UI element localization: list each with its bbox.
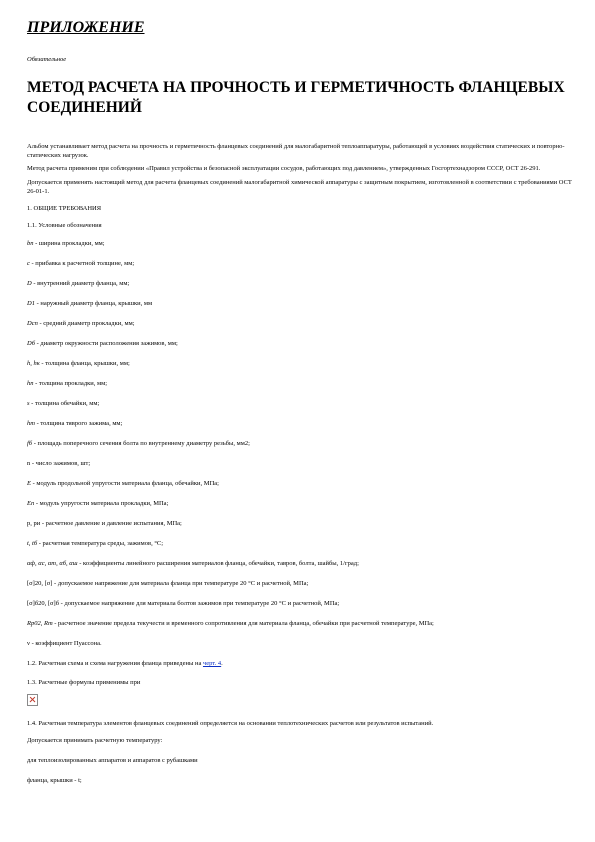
- symbol-description: [σ]б20, [σ]б - допускаемое напряжение для материала болтов зажимов при температуре 20 °С и расчетной, МПа;: [27, 600, 340, 607]
- intro-paragraph-3: Допускается применять настоящий метод для расчета фланцевых соединений малогабаритной химической аппаратуры с защитным покрытием, изготовленной в соответствии с требованиями ОСТ 26-01-1.: [27, 179, 572, 195]
- symbol-name: s: [27, 400, 30, 407]
- symbol-name: D1: [27, 300, 35, 307]
- symbol-name: t, tб: [27, 540, 38, 547]
- symbol-item: [27, 239, 572, 248]
- paragraph-1-4: 1.4. Расчетная температура элементов фланцевых соединений определяется на основании теплотехнических расчетов или результатов испытаний.: [27, 720, 434, 727]
- symbol-description: - модуль упругости материала прокладки, МПа;: [34, 500, 169, 507]
- symbol-name: bп: [27, 240, 34, 247]
- symbol-name: Rр02, Rт: [27, 620, 53, 627]
- symbol-description: - площадь поперечного сечения болта по внутреннему диаметру резьбы, мм2;: [32, 440, 250, 447]
- symbol-item: [27, 359, 572, 368]
- symbol-item: [27, 619, 572, 628]
- subsection-heading: 1.1. Условные обозначения: [27, 222, 102, 229]
- paragraph-1-2: [27, 659, 572, 668]
- symbol-item: [27, 419, 572, 428]
- symbol-description: - толщина обечайки, мм;: [29, 400, 100, 407]
- symbol-item: [27, 519, 572, 528]
- symbol-description: - диаметр окружности расположения зажимов, мм;: [34, 340, 178, 347]
- paragraph-flange: фланца, крышки - t;: [27, 777, 82, 784]
- appendix-heading: ПРИЛОЖЕНИЕ: [27, 19, 145, 36]
- symbol-description: - коэффициенты линейного расширения материалов фланца, обечайки, тавров, болта, шайбы, 1/град;: [77, 560, 359, 567]
- symbol-item: [27, 279, 572, 288]
- symbol-description: - расчетная температура среды, зажимов, °С;: [37, 540, 164, 547]
- symbol-description: - прибавка к расчетной толщине, мм;: [29, 260, 135, 267]
- symbol-item: [27, 299, 572, 308]
- paragraph-heat: для теплоизолированных аппаратов и аппаратов с рубашками: [27, 757, 198, 764]
- paragraph-1-2-tail: .: [221, 660, 223, 667]
- symbol-item: [27, 259, 572, 268]
- symbols-list: [27, 239, 572, 648]
- document-body: [27, 142, 572, 785]
- symbol-item: [27, 579, 572, 588]
- symbol-description: - толщина прокладки, мм;: [33, 380, 108, 387]
- symbol-name: D: [27, 280, 32, 287]
- symbol-item: [27, 639, 572, 648]
- symbol-item: [27, 559, 572, 568]
- symbol-name: Eп: [27, 500, 35, 507]
- symbol-description: - наружный диаметр фланца, крышки, мм: [34, 300, 153, 307]
- symbol-name: Dб: [27, 340, 35, 347]
- symbol-item: [27, 599, 572, 608]
- symbol-description: p, pи - расчетное давление и давление испытания, МПа;: [27, 520, 182, 527]
- drawing-link[interactable]: черт. 4: [202, 660, 222, 667]
- symbol-name: h, hк: [27, 360, 40, 367]
- symbol-name: E: [27, 480, 31, 487]
- symbol-item: [27, 319, 572, 328]
- symbol-item: [27, 379, 572, 388]
- document-page: [27, 18, 572, 784]
- symbol-name: c: [27, 260, 30, 267]
- symbol-description: [σ]20, [σ] - допускаемое напряжение для материала фланца при температуре 20 °С и расчетной, МПа;: [27, 580, 309, 587]
- document-title: МЕТОД РАСЧЕТА НА ПРОЧНОСТЬ И ГЕРМЕТИЧНОСТЬ ФЛАНЦЕВЫХ СОЕДИНЕНИЙ: [27, 79, 565, 116]
- symbol-description: - средний диаметр прокладки, мм;: [37, 320, 135, 327]
- symbol-item: [27, 339, 572, 348]
- symbol-name: fб: [27, 440, 33, 447]
- symbol-description: n - число зажимов, шт;: [27, 460, 91, 467]
- broken-image-icon: [27, 694, 38, 706]
- intro-paragraph-1: Альбом устанавливает метод расчета на прочность и герметичность фланцевых соединений для малогабаритной теплоаппаратуры, работающей в условиях воздействия статических и повторно-статических нагрузок.: [27, 143, 565, 159]
- intro-paragraph-2: Метод расчета применим при соблюдении «Правил устройства и безопасной эксплуатации сосудов, работающих под давлением», утвержденных Госгортехнадзором СССР, ОСТ 26-291.: [27, 165, 541, 172]
- symbol-name: Dсп: [27, 320, 38, 327]
- paragraph-1-3: 1.3. Расчетные формулы применимы при: [27, 679, 141, 686]
- mandatory-label: Обязательное: [27, 56, 67, 63]
- symbol-item: [27, 439, 572, 448]
- symbol-description: - толщина тяврого зажима, мм;: [34, 420, 123, 427]
- symbol-description: - ширина прокладки, мм;: [33, 240, 105, 247]
- symbol-name: hт: [27, 420, 35, 427]
- image-container: [27, 694, 572, 709]
- section-heading: 1. ОБЩИЕ ТРЕБОВАНИЯ: [27, 205, 102, 212]
- symbol-description: - толщина фланца, крышки, мм;: [39, 360, 130, 367]
- symbol-name: hп: [27, 380, 34, 387]
- paragraph-accept: Допускается принимать расчетную температуру:: [27, 737, 163, 744]
- symbol-description: - внутренний диаметр фланца, мм;: [31, 280, 130, 287]
- symbol-description: - расчетное значение предела текучести и временного сопротивления для материала фланца, обечайки при расчетной температуре, МПа;: [52, 620, 434, 627]
- symbol-item: [27, 459, 572, 468]
- symbol-item: [27, 499, 572, 508]
- symbol-description: ν - коэффициент Пуассона.: [27, 640, 102, 647]
- symbol-description: - модуль продольной упругости материала фланца, обечайки, МПа;: [30, 480, 219, 487]
- symbol-name: αф, αс, αт, αб, αш: [27, 560, 78, 567]
- symbol-item: [27, 539, 572, 548]
- symbol-item: [27, 479, 572, 488]
- paragraph-1-2-text: 1.2. Расчетная схема и схема нагружения фланца приведены на: [27, 660, 203, 667]
- symbol-item: [27, 399, 572, 408]
